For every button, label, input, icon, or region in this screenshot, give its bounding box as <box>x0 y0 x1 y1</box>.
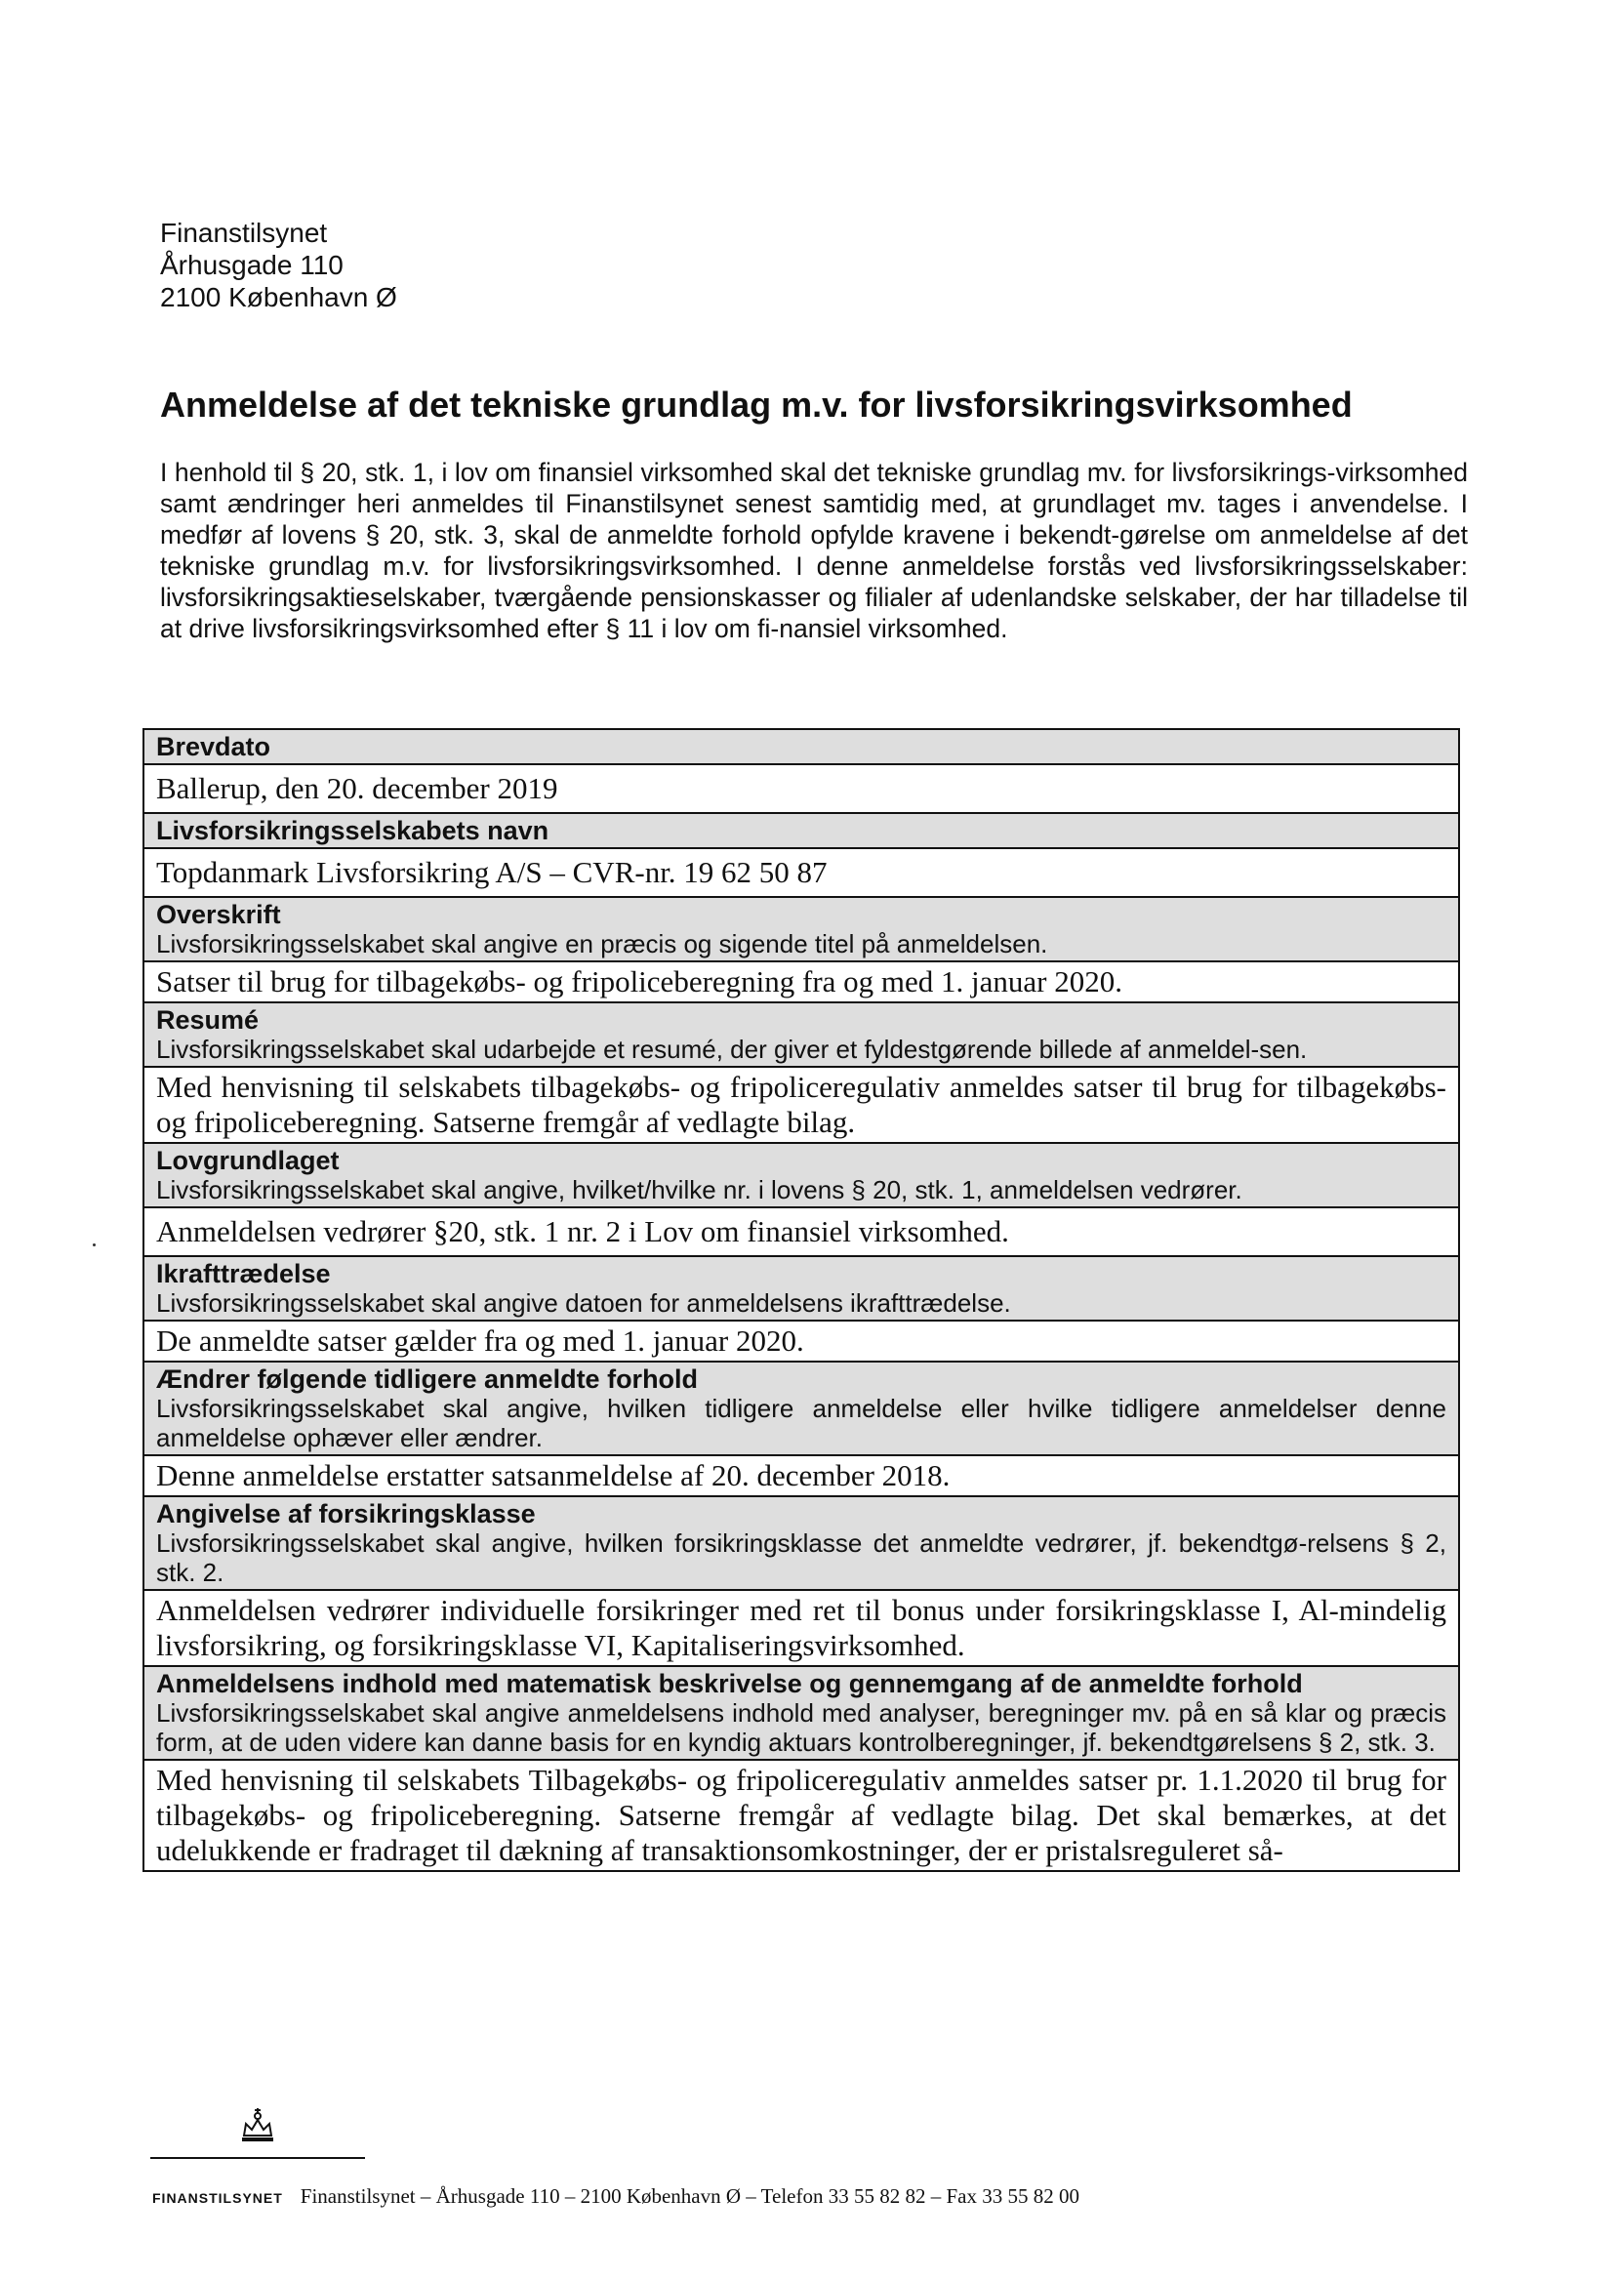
resume-instruction: Livsforsikringsselskabet skal udarbejde et resumé, der giver et fyldestgørende billede af anmeldel-sen. <box>156 1035 1308 1064</box>
overskrift-header <box>144 898 1458 962</box>
document-title: Anmeldelse af det tekniske grundlag m.v. for livsforsikringsvirksomhed <box>160 385 1353 425</box>
footer <box>152 2184 1323 2223</box>
footer-logo-text: FINANSTILSYNET <box>152 2190 283 2206</box>
brevdato-label: Brevdato <box>156 732 271 761</box>
resume-value: Med henvisning til selskabets tilbagekøbs- og fripoliceregulativ anmeldes satser til brug for tilbagekøbs- og fripoliceberegning. Satserne fremgår af vedlagte bilag. <box>144 1068 1458 1144</box>
klasse-header <box>144 1497 1458 1591</box>
intro-paragraph: I henhold til § 20, stk. 1, i lov om finansiel virksomhed skal det tekniske grundlag mv. for livsforsikrings-virksomhed samt ændringer heri anmeldes til Finanstilsynet senest samtidig med, at grundlaget mv. tages i anvendelse. I medfør af lovens § 20, stk. 3, skal de anmeldte forhold opfylde kravene i bekendt-gørelse om anmeldelse af det tekniske grundlag m.v. for livsforsikringsvirksomhed. I denne anmeldelse forstås ved livsforsikringsselskaber: livsforsikringsaktieselskaber, tværgående pensionskasser og filialer af udenlandske selskaber, der har tilladelse til at drive livsforsikringsvirksomhed efter § 11 i lov om fi-nansiel virksomhed. <box>160 458 1468 643</box>
address-line-1: Finanstilsynet <box>160 218 328 248</box>
brevdato-value: Ballerup, den 20. december 2019 <box>144 765 1458 814</box>
aendrer-instruction: Livsforsikringsselskabet skal angive, hvilken tidligere anmeldelse eller hvilke tidligere anmeldelser denne anmeldelse ophæver eller ændrer. <box>156 1394 1446 1452</box>
aendrer-label: Ændrer følgende tidligere anmeldte forhold <box>156 1364 699 1394</box>
finanstilsynet-logo <box>150 2097 365 2165</box>
overskrift-label: Overskrift <box>156 900 281 929</box>
lovgrundlaget-label: Lovgrundlaget <box>156 1146 340 1175</box>
footer-contact: Finanstilsynet – Århusgade 110 – 2100 København Ø – Telefon 33 55 82 82 – Fax 33 55 82 00 <box>300 2184 1079 2208</box>
indhold-label: Anmeldelsens indhold med matematisk beskrivelse og gennemgang af de anmeldte forhold <box>156 1669 1303 1698</box>
indhold-instruction: Livsforsikringsselskabet skal angive anmeldelsens indhold med analyser, beregninger mv. på en så klar og præcis form, at de uden videre kan danne basis for en kyndig aktuars kontrolberegninger, jf. bekendtgørelsens § 2, stk. 3. <box>156 1698 1446 1757</box>
overskrift-value: Satser til brug for tilbagekøbs- og fripoliceberegning fra og med 1. januar 2020. <box>144 962 1458 1003</box>
aendrer-value: Denne anmeldelse erstatter satsanmeldelse af 20. december 2018. <box>144 1456 1458 1497</box>
address-line-3: 2100 København Ø <box>160 282 397 312</box>
lovgrundlaget-header <box>144 1144 1458 1208</box>
ikraft-instruction: Livsforsikringsselskabet skal angive datoen for anmeldelsens ikrafttrædelse. <box>156 1288 1011 1318</box>
indhold-value: Med henvisning til selskabets Tilbagekøbs- og fripoliceregulativ anmeldes satser pr. 1.1.2020 til brug for tilbagekøbs- og fripoliceberegning. Satserne fremgår af vedlagte bilag. Det skal bemærkes, at det udelukkende er fradraget til dækning af transaktionsomkostninger, der er pristalsreguleret så- <box>156 1763 1446 1867</box>
navn-label: Livsforsikringsselskabets navn <box>156 816 549 845</box>
crown-logo-icon <box>150 2097 365 2165</box>
lovgrundlaget-instruction: Livsforsikringsselskabet skal angive, hvilket/hvilke nr. i lovens § 20, stk. 1, anmeldelsen vedrører. <box>156 1175 1242 1204</box>
ikraft-label: Ikrafttrædelse <box>156 1259 331 1288</box>
resume-header <box>144 1003 1458 1068</box>
navn-header <box>144 814 1458 849</box>
brevdato-header <box>144 730 1458 765</box>
resume-label: Resumé <box>156 1005 260 1035</box>
lovgrundlaget-value: Anmeldelsen vedrører §20, stk. 1 nr. 2 i Lov om finansiel virksomhed. <box>144 1208 1458 1257</box>
ikraft-value: De anmeldte satser gælder fra og med 1. januar 2020. <box>144 1322 1458 1363</box>
klasse-label: Angivelse af forsikringsklasse <box>156 1499 536 1528</box>
indhold-header <box>144 1667 1458 1761</box>
scan-speck <box>93 1243 96 1246</box>
address-line-2: Århusgade 110 <box>160 250 344 280</box>
overskrift-instruction: Livsforsikringsselskabet skal angive en præcis og sigende titel på anmeldelsen. <box>156 929 1048 958</box>
recipient-address <box>160 217 397 313</box>
klasse-value: Anmeldelsen vedrører individuelle forsikringer med ret til bonus under forsikringsklasse I, Al-mindelig livsforsikring, og forsikringsklasse VI, Kapitaliseringsvirksomhed. <box>144 1591 1458 1667</box>
notification-form <box>142 728 1460 1872</box>
klasse-instruction: Livsforsikringsselskabet skal angive, hvilken forsikringsklasse det anmeldte vedrører, jf. bekendtgø-relsens § 2, stk. 2. <box>156 1528 1446 1587</box>
navn-value: Topdanmark Livsforsikring A/S – CVR-nr. 19 62 50 87 <box>144 849 1458 898</box>
ikraft-header <box>144 1257 1458 1322</box>
aendrer-header <box>144 1363 1458 1456</box>
